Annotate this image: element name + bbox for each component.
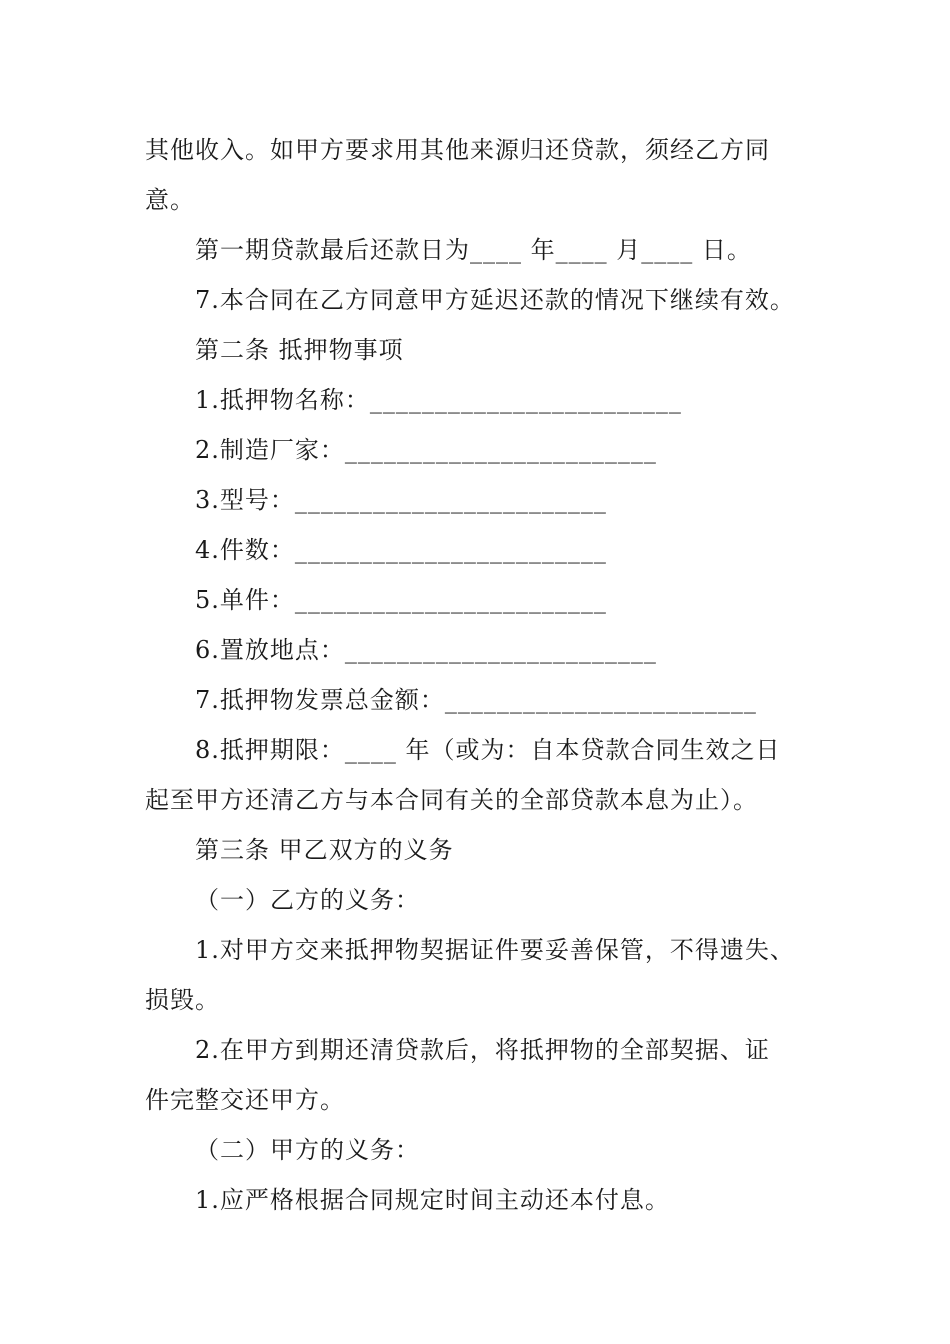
paragraph-line: 1.对甲方交来抵押物契据证件要妥善保管，不得遗失、 [195,936,795,964]
paragraph-line: 1.应严格根据合同规定时间主动还本付息。 [195,1186,670,1214]
paragraph-line: 损毁。 [145,986,220,1014]
paragraph-line: 起至甲方还清乙方与本合同有关的全部贷款本息为止）。 [145,786,758,814]
paragraph-line: 件完整交还甲方。 [145,1086,345,1114]
subsection-heading: （二）甲方的义务： [195,1136,420,1164]
paragraph-line: 其他收入。如甲方要求用其他来源归还贷款，须经乙方同 [145,136,770,164]
form-field-line: 2.制造厂家：________________________ [195,436,657,464]
paragraph-line: 第一期贷款最后还款日为____ 年____ 月____ 日。 [195,236,752,264]
form-field-line: 6.置放地点：________________________ [195,636,657,664]
paragraph-line: 7.本合同在乙方同意甲方延迟还款的情况下继续有效。 [195,286,795,314]
subsection-heading: （一）乙方的义务： [195,886,420,914]
paragraph-line: 意。 [145,186,195,214]
section-heading: 第二条 抵押物事项 [195,336,404,364]
form-field-line: 3.型号：________________________ [195,486,607,514]
paragraph-line: 2.在甲方到期还清贷款后，将抵押物的全部契据、证 [195,1036,770,1064]
section-heading: 第三条 甲乙双方的义务 [195,836,454,864]
form-field-line: 7.抵押物发票总金额：________________________ [195,686,757,714]
form-field-line: 1.抵押物名称：________________________ [195,386,682,414]
form-field-line: 5.单件：________________________ [195,586,607,614]
form-field-line: 4.件数：________________________ [195,536,607,564]
paragraph-line: 8.抵押期限：____ 年（或为：自本贷款合同生效之日 [195,736,781,764]
